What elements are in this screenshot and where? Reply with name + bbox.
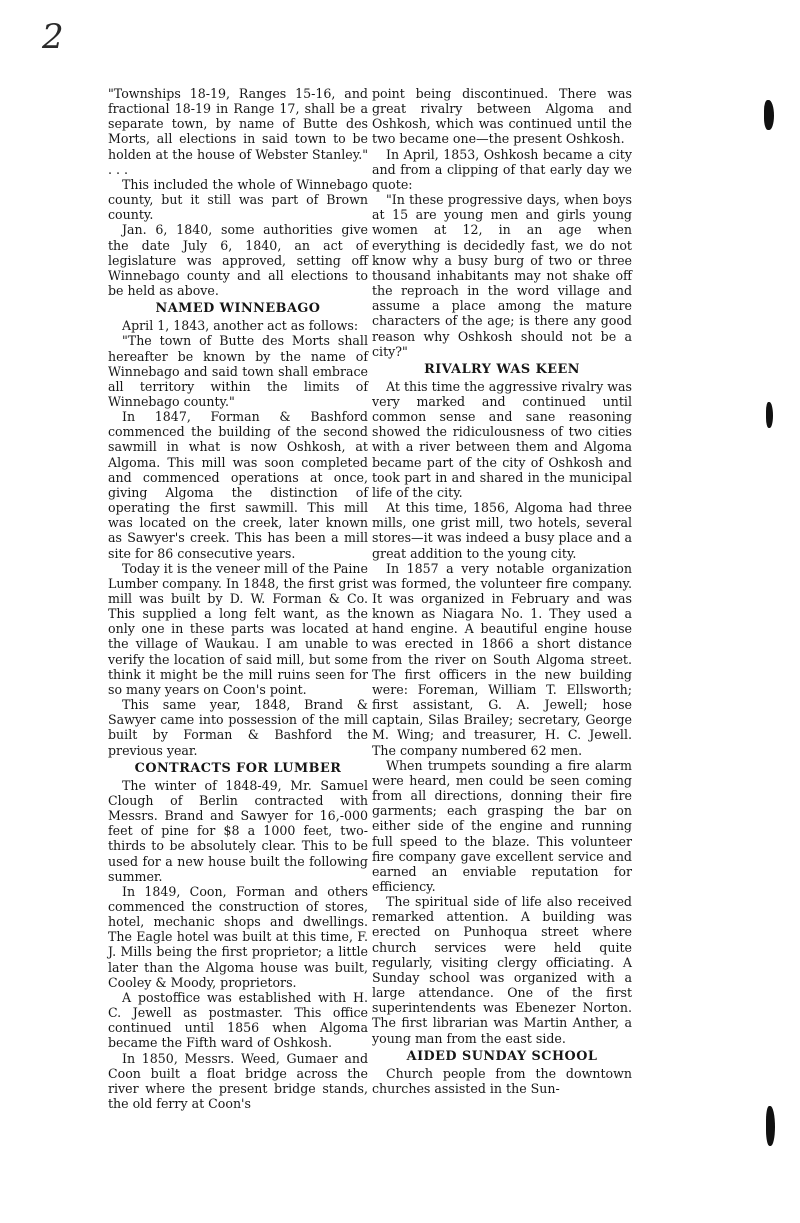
paragraph: In 1847, Forman & Bashford commenced the building of the second sawmill in what is now Oshkosh, at Algoma. This mill was soon completed and commenced operations at once, giving Algoma the distinction of operating the first sawmill. This mill was located on the creek, later known as Sawyer's creek. This has been a mill site for 86 consecutive years. (108, 409, 368, 561)
paragraph: "In these progressive days, when boys at 15 are young men and girls young women at 12, in an age when everything is decidedly fast, we do not know why a busy burg of two or three thousand inhabitants may not shake off the reproach in the word village and assume a place among the mature characters of the age; is there any good reason why Oshkosh should not be a city?" (372, 192, 632, 359)
paragraph: April 1, 1843, another act as follows: (122, 318, 359, 334)
section-heading: RIVALRY WAS KEEN (424, 361, 580, 377)
right-column (372, 86, 632, 1096)
paragraph: In April, 1853, Oshkosh became a city and from a clipping of that early day we quote: (372, 146, 632, 192)
paragraph: In 1857 a very notable organization was formed, the volunteer fire company. It was organized in February and was known as Niagara No. 1. They used a hand engine. A beautiful engine house was erected in 1866 a short distance from the river on South Algoma street. The first officers in the new building were: Foreman, William T. Ellsworth; first assistant, G. A. Jewell; hose captain, Silas Brailey; secretary, George M. Wing; and treasurer, H. C. Jewell. The company numbered 62 men. (372, 560, 632, 758)
paragraph: "The town of Butte des Morts shall hereafter be known by the name of Winnebago and said town shall embrace all territory within the limits of Winnebago county." (108, 333, 368, 409)
paragraph: In 1850, Messrs. Weed, Gumaer and Coon built a float bridge across the river where the present bridge stands, the old ferry at Coon's (108, 1050, 368, 1111)
paragraph: "Townships 18-19, Ranges 15-16, and fractional 18-19 in Range 17, shall be a separate town, by name of Butte des Morts, all elections in said town to be holden at the house of Webster Stanley." . . . (108, 86, 368, 177)
paragraph: The winter of 1848-49, Mr. Samuel Clough of Berlin contracted with Messrs. Brand and Sawyer for 16,-000 feet of pine for $8 a 1000 feet, two-thirds to be absolutely clear. This to be used for a new house built the following summer. (108, 777, 368, 884)
section-heading: AIDED SUNDAY SCHOOL (406, 1048, 598, 1064)
punch-hole-mark (766, 402, 773, 428)
paragraph: In 1849, Coon, Forman and others commenced the construction of stores, hotel, mechanic shops and dwellings. The Eagle hotel was built at this time, F. J. Mills being the first proprietor; a little later than the Algoma house was built, Cooley & Moody, proprietors. (108, 883, 368, 990)
paragraph: Today it is the veneer mill of the Paine Lumber company. In 1848, the first grist mill was built by D. W. Forman & Co. This supplied a long felt want, as the only one in these parts was located at the village of Waukau. I am unable to verify the location of said mill, but some think it might be the mill ruins seen for so many years on Coon's point. (108, 560, 368, 697)
paragraph: A postoffice was established with H. C. Jewell as postmaster. This office continued until 1856 when Algoma became the Fifth ward of Oshkosh. (108, 989, 368, 1051)
paragraph: Church people from the downtown churches assisted in the Sun- (372, 1065, 632, 1096)
paragraph: Jan. 6, 1840, some authorities give the date July 6, 1840, an act of legislature was approved, setting off Winnebago county and all elections to be held as above. (108, 222, 368, 299)
paragraph: point being discontinued. There was great rivalry between Algoma and Oshkosh, which was continued until the two became one—the present Oshkosh. (372, 86, 632, 147)
paragraph: The spiritual side of life also received remarked attention. A building was erected on Punhoqua street where church services were held quite regularly, visiting clergy officiating. A Sunday school was organized with a large attendance. One of the first superintendents was Ebenezer Norton. The first librarian was Martin Anther, a young man from the east side. (372, 894, 632, 1046)
page-number: 2 (42, 17, 64, 57)
paragraph: At this time, 1856, Algoma had three mills, one grist mill, two hotels, several stores—it was indeed a busy place and a great addition to the young city. (372, 500, 632, 561)
section-heading: CONTRACTS FOR LUMBER (134, 760, 342, 776)
paragraph: This same year, 1848, Brand & Sawyer came into possession of the mill built by Forman & Bashford the previous year. (108, 697, 368, 758)
paragraph: At this time the aggressive rivalry was very marked and continued until common sense and sane reasoning showed the ridiculousness of two cities with a river between them and Algoma became part of the city of Oshkosh and took part in and shared in the municipal life of the city. (372, 378, 632, 500)
paragraph: This included the whole of Winnebago county, but it still was part of Brown county. (108, 176, 368, 223)
punch-hole-mark (764, 100, 774, 130)
left-column (108, 86, 368, 1111)
paragraph: When trumpets sounding a fire alarm were heard, men could be seen coming from all directions, donning their fire garments; each grasping the bar on either side of the engine and running full speed to the blaze. This volunteer fire company gave excellent service and earned an enviable reputation for efficiency. (372, 757, 632, 894)
punch-hole-mark (766, 1106, 775, 1146)
section-heading: NAMED WINNEBAGO (155, 301, 321, 317)
